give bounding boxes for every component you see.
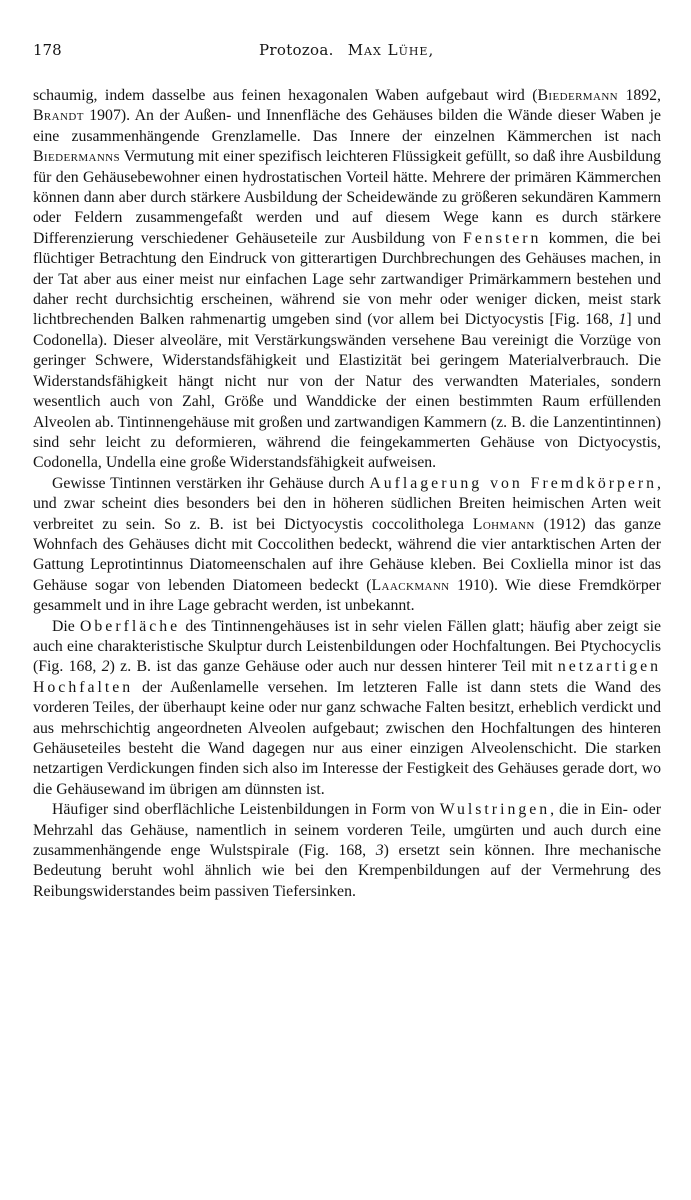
emphasized-term: netzartigen Hochfalten — [33, 658, 661, 696]
text-run: der Außenlamelle versehen. Im letzteren Falle ist dann stets die Wand des vorderen Teiles, der überhaupt keine oder nur ganz schwache Falten besitzt, erheblich verdickt und aus mehrschichtig angeordneten Alveolen aufgebaut; zwischen den Hochfaltungen des hinteren Gehäuseteiles besteht die Wand dagegen nur aus einer einzigen Alveolenschicht. Die starken netzartigen Verdickungen finden sich also im Interesse der Festigkeit des Gehäuses gerade dort, wo die Gehäusewand im übrigen am dünnsten ist. — [33, 678, 661, 798]
text-run: des Tintinnengehäuses ist in sehr vielen Fällen glatt; häufig aber zeigt sie auch eine charakteristische Skulptur durch Leistenbildungen oder Hochfaltungen. Bei Ptychocyclis (Fig. 168, — [33, 617, 661, 676]
text-run: Häufiger sind oberflächliche Leistenbildungen in Form von — [52, 801, 440, 819]
emphasized-term: Fenstern — [463, 229, 542, 247]
author-name: Laackmann — [371, 576, 450, 594]
text-run: ) z. B. ist das ganze Gehäuse oder auch nur dessen hinterer Teil mit — [109, 658, 558, 676]
text-run: ] und Codonella). Dieser alveoläre, mit Verstärkungswänden versehene Bau vereinigt die Vorzüge von geringer Schwere, Widerstandsfähigkeit und Elastizität bei geringem Materialverbrauch. Die Widerstandsfähigkeit hängt nicht nur von der Natur des verwandten Materiales, sondern wesentlich auch von Zahl, Größe und Wanddicke der einen bestimmten Raum erfüllenden Alveolen ab. Tintinnengehäuse mit großen und zartwandigen Kammern (z. B. die Lanzentintinnen) sind sehr leicht zu deformieren, während die feingekammerten Gehäuse von Dictyocystis, Codonella, Undella eine große Widerstandsfähigkeit aufweisen. — [33, 311, 661, 472]
figure-reference: 3 — [375, 842, 384, 860]
text-run: , und zwar scheint dies besonders bei den in höheren südlichen Breiten heimischen Arten weit verbreitet zu sein. So z. B. ist bei Dictyocystis coccolitholega — [33, 474, 661, 533]
text-run: Die — [52, 617, 80, 635]
text-run: schaumig, indem dasselbe aus feinen hexagonalen Waben aufgebaut wird ( — [33, 87, 538, 104]
text-run: 1907). An der Außen- und Innenfläche des Gehäuses bilden die Wände dieser Waben je eine zusammenhängende Grenzlamelle. Das Innere der einzelnen Kämmerchen ist nach — [33, 107, 661, 145]
emphasized-term: Oberfläche — [80, 617, 181, 635]
header-author: Max Lühe, — [347, 41, 435, 59]
text-run: (1912) das ganze Wohnfach des Gehäuses dicht mit Coccolithen bedeckt, während die vier antarktischen Arten der Gattung Leprotintinnus Diatomeenschalen auf ihre Gehäuse kleben. Bei Coxliella minor ist das Gehäuse sogar von lebenden Diatomeen bedeckt ( — [33, 515, 661, 594]
figure-reference: 1 — [618, 311, 627, 329]
author-name: Biedermann — [537, 87, 619, 104]
author-name: Lohmann — [472, 515, 535, 533]
emphasized-term: Auflagerung von Fremdkörpern — [369, 474, 658, 492]
book-page — [33, 36, 661, 1186]
paragraph — [33, 800, 661, 902]
text-run: kommen, die bei flüchtiger Betrachtung den Eindruck von gitterartigen Durchbrechungen des Gehäuses machen, in der Tat aber aus einer meist nur einfachen Lage sehr zartwandiger Primärkammern bestehen und daher recht durchsichtig erscheinen, während sie von mehr oder weniger dicken, meist stark lichtbrechenden Balken rahmenartig umgeben sind (vor allem bei Dictyocystis [Fig. 168, — [33, 229, 661, 329]
text-run: Gewisse Tintinnen verstärken ihr Gehäuse durch — [52, 474, 370, 492]
text-run: ) ersetzt sein können. Ihre mechanische Bedeutung beruht wohl ähnlich wie bei den Krempenbildungen auf der Vermehrung des Reibungswiderstandes beim passiven Tiefersinken. — [33, 842, 661, 900]
text-run: , die in Ein- oder Mehrzahl das Gehäuse, namentlich in seinem vorderen Teile, umgürten und auch durch eine zusammenhängende enge Wulstspirale (Fig. 168, — [33, 801, 661, 860]
running-head — [33, 36, 661, 64]
section-title: Protozoa. — [259, 41, 334, 59]
body-text — [33, 86, 661, 902]
header-title — [259, 36, 434, 64]
figure-reference: 2 — [101, 658, 110, 676]
author-name: Biedermanns — [33, 148, 121, 166]
paragraph — [33, 86, 661, 474]
page-number: 178 — [33, 41, 62, 59]
emphasized-term: Wulstringen — [439, 801, 551, 819]
paragraph — [33, 617, 661, 801]
text-run: 1910). Wie diese Fremdkörper gesammelt und in ihre Lage gebracht werden, ist unbekannt. — [33, 576, 661, 615]
text-run: 1892, — [618, 87, 661, 104]
author-name: Brandt — [33, 107, 84, 125]
text-run: Vermutung mit einer spezifisch leichteren Flüssigkeit gefüllt, so daß ihre Ausbildung für den Gehäusebewohner einen hydrostatischen Vorteil hätte. Mehrere der primären Kämmerchen können dann aber durch stärkere Ausbildung der Scheidewände zu größeren sekundären Kammern oder Feldern zusammengefaßt werden und auf diesem Wege kann es durch stärkere Differenzierung verschiedener Gehäuseteile zur Ausbildung von — [33, 148, 661, 247]
paragraph — [33, 474, 661, 617]
